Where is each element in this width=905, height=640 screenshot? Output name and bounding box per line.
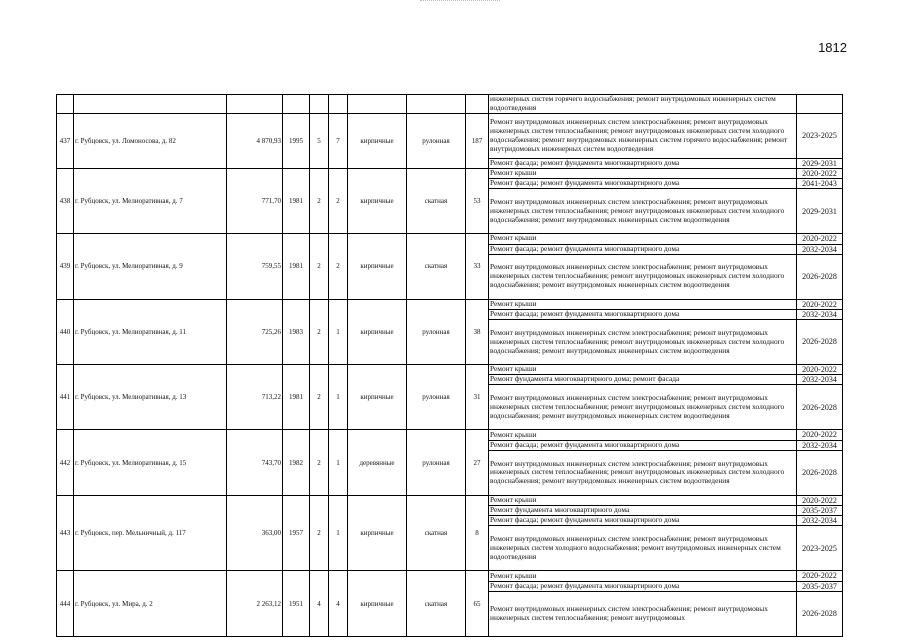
cell-address: г. Рубцовск, ул. Мелиоративная, д. 15: [74, 430, 227, 495]
cell-work-type: Ремонт внутридомовых инженерных систем электроснабжения; ремонт внутридомовых инженерных систем теплоснабжения; ремонт внутридомовых инженерных систем холодного водоснабжения; ремонт внутридомовых инженерных систем водоотведения: [489, 385, 797, 430]
cell-work-type: Ремонт крыши: [489, 495, 797, 505]
cell-address: г. Рубцовск, ул. Мелиоративная, д. 9: [74, 234, 227, 299]
cell-work-type: Ремонт фасада; ремонт фундамента многоквартирного дома: [489, 179, 797, 189]
cell-address: г. Рубцовск, ул. Мелиоративная, д. 13: [74, 365, 227, 430]
cell-work-type: Ремонт фасада; ремонт фундамента многоквартирного дома: [489, 516, 797, 526]
cell-period: 2020-2022: [797, 430, 843, 440]
cell-address: г. Рубцовск, пер. Мельничный, д. 117: [74, 495, 227, 571]
cell-residents: 53: [466, 168, 489, 233]
cell-period: 2020-2022: [797, 495, 843, 505]
cell-empty: [466, 95, 489, 114]
cell-roof: рулонная: [407, 365, 466, 430]
cell-year: 1981: [283, 234, 310, 299]
cell-period: 2026-2028: [797, 450, 843, 495]
cell-empty: [227, 95, 283, 114]
cell-period: 2020-2022: [797, 365, 843, 375]
cell-work-type: Ремонт внутридомовых инженерных систем электроснабжения; ремонт внутридомовых инженерных систем теплоснабжения; ремонт внутридомовых инженерных систем холодного водоснабжения; ремонт внутридомовых инженерных систем водоотведения: [489, 254, 797, 299]
cell-roof: рулонная: [407, 299, 466, 364]
cell-period: 2035-2037: [797, 506, 843, 516]
cell-roof: скатная: [407, 571, 466, 636]
cell-period: 2029-2031: [797, 189, 843, 234]
page-number: 1812: [818, 40, 847, 55]
cell-residents: 27: [466, 430, 489, 495]
cell-address: г. Рубцовск, ул. Ломоносова, д. 82: [74, 113, 227, 168]
cell-floors: 2: [310, 365, 329, 430]
cell-floors: 2: [310, 430, 329, 495]
cell-year: 1957: [283, 495, 310, 571]
cell-walls: кирпичные: [348, 365, 407, 430]
cell-entrances: 1: [329, 365, 348, 430]
cell-work-type: Ремонт внутридомовых инженерных систем электроснабжения; ремонт внутридомовых инженерных систем холодного водоснабжения; ремонт внутридомовых инженерных систем водоотведения: [489, 526, 797, 571]
cell-area: 725,26: [227, 299, 283, 364]
cell-entrances: 2: [329, 234, 348, 299]
cell-number: 440: [57, 299, 74, 364]
cell-period: 2020-2022: [797, 299, 843, 309]
cell-work-type: Ремонт внутридомовых инженерных систем электроснабжения; ремонт внутридомовых инженерных систем теплоснабжения; ремонт внутридомовых инженерных систем холодного водоснабжения; ремонт внутридомовых инженерных систем водоотведения: [489, 189, 797, 234]
cell-period: 2023-2025: [797, 113, 843, 158]
cell-floors: 5: [310, 113, 329, 168]
cell-residents: 31: [466, 365, 489, 430]
cell-work-type: Ремонт внутридомовых инженерных систем электроснабжения; ремонт внутридомовых инженерных систем теплоснабжения; ремонт внутридомовых: [489, 591, 797, 636]
cell-work-type: Ремонт крыши: [489, 168, 797, 178]
cell-floors: 2: [310, 234, 329, 299]
cell-period: 2026-2028: [797, 385, 843, 430]
cell-period: 2020-2022: [797, 571, 843, 581]
cell-period: 2032-2034: [797, 440, 843, 450]
cell-work-type: Ремонт фасада; ремонт фундамента многоквартирного дома: [489, 158, 797, 168]
capital-repair-table: [56, 94, 843, 637]
cell-work-type: Ремонт крыши: [489, 299, 797, 309]
table-row: [57, 365, 843, 375]
cell-walls: кирпичные: [348, 571, 407, 636]
cell-entrances: 2: [329, 168, 348, 233]
cell-area: 2 263,12: [227, 571, 283, 636]
table-row: [57, 299, 843, 309]
cell-area: 713,22: [227, 365, 283, 430]
cell-work-continuation: инженерных систем горячего водоснабжения; ремонт внутридомовых инженерных систем водоотведения: [489, 95, 797, 114]
cell-floors: 2: [310, 495, 329, 571]
cell-number: 441: [57, 365, 74, 430]
cell-period: 2026-2028: [797, 591, 843, 636]
scan-artifact: [420, 0, 500, 5]
cell-number: 443: [57, 495, 74, 571]
cell-work-type: Ремонт фундамента многоквартирного дома; ремонт фасада: [489, 375, 797, 385]
cell-roof: скатная: [407, 168, 466, 233]
cell-residents: 65: [466, 571, 489, 636]
table-row: [57, 430, 843, 440]
cell-year: 1951: [283, 571, 310, 636]
table-body: [57, 95, 843, 637]
cell-period: 2032-2034: [797, 375, 843, 385]
cell-entrances: 4: [329, 571, 348, 636]
cell-period: 2023-2025: [797, 526, 843, 571]
cell-empty: [283, 95, 310, 114]
cell-number: 437: [57, 113, 74, 168]
table-row: [57, 113, 843, 158]
cell-empty: [57, 95, 74, 114]
cell-roof: рулонная: [407, 113, 466, 168]
cell-area: 771,70: [227, 168, 283, 233]
cell-number: 444: [57, 571, 74, 636]
cell-residents: 8: [466, 495, 489, 571]
cell-work-type: Ремонт крыши: [489, 430, 797, 440]
cell-period: 2032-2034: [797, 516, 843, 526]
cell-work-type: Ремонт крыши: [489, 234, 797, 244]
cell-address: г. Рубцовск, ул. Мира, д. 2: [74, 571, 227, 636]
cell-area: 4 870,93: [227, 113, 283, 168]
cell-entrances: 1: [329, 430, 348, 495]
cell-area: 759,55: [227, 234, 283, 299]
table-row: [57, 168, 843, 178]
cell-floors: 2: [310, 168, 329, 233]
table-row-continuation: [57, 95, 843, 114]
cell-work-type: Ремонт крыши: [489, 571, 797, 581]
cell-empty: [348, 95, 407, 114]
cell-area: 363,00: [227, 495, 283, 571]
cell-number: 439: [57, 234, 74, 299]
cell-entrances: 1: [329, 299, 348, 364]
cell-work-type: Ремонт фасада; ремонт фундамента многоквартирного дома: [489, 581, 797, 591]
cell-work-type: Ремонт внутридомовых инженерных систем электроснабжения; ремонт внутридомовых инженерных систем теплоснабжения; ремонт внутридомовых инженерных систем холодного водоснабжения; ремонт внутридомовых инженерных систем водоотведения: [489, 320, 797, 365]
cell-walls: кирпичные: [348, 234, 407, 299]
cell-year: 1981: [283, 168, 310, 233]
cell-floors: 2: [310, 299, 329, 364]
cell-period: 2041-2043: [797, 179, 843, 189]
cell-period: 2035-2037: [797, 581, 843, 591]
cell-period: 2032-2034: [797, 309, 843, 319]
cell-work-type: Ремонт внутридомовых инженерных систем электроснабжения; ремонт внутридомовых инженерных систем теплоснабжения; ремонт внутридомовых инженерных систем холодного водоснабжения; ремонт внутридомовых инженерных систем горячего водоснабжения; ремонт внутридомовых инженерных систем водоотведения: [489, 113, 797, 158]
cell-period: 2032-2034: [797, 244, 843, 254]
cell-work-type: Ремонт фундамента многоквартирного дома: [489, 506, 797, 516]
cell-year: 1983: [283, 299, 310, 364]
cell-walls: кирпичные: [348, 495, 407, 571]
cell-number: 442: [57, 430, 74, 495]
cell-work-type: Ремонт фасада; ремонт фундамента многоквартирного дома: [489, 244, 797, 254]
cell-empty: [74, 95, 227, 114]
table-row: [57, 495, 843, 505]
cell-floors: 4: [310, 571, 329, 636]
cell-period: 2026-2028: [797, 320, 843, 365]
table-row: [57, 571, 843, 581]
cell-walls: деревянные: [348, 430, 407, 495]
cell-walls: кирпичные: [348, 113, 407, 168]
cell-address: г. Рубцовск, ул. Мелиоративная, д. 11: [74, 299, 227, 364]
cell-entrances: 1: [329, 495, 348, 571]
cell-residents: 38: [466, 299, 489, 364]
cell-year: 1995: [283, 113, 310, 168]
cell-roof: рулонная: [407, 430, 466, 495]
cell-walls: кирпичные: [348, 299, 407, 364]
cell-walls: кирпичные: [348, 168, 407, 233]
cell-roof: скатная: [407, 234, 466, 299]
cell-roof: скатная: [407, 495, 466, 571]
cell-year: 1981: [283, 365, 310, 430]
cell-period: 2026-2028: [797, 254, 843, 299]
cell-work-type: Ремонт крыши: [489, 365, 797, 375]
cell-empty: [407, 95, 466, 114]
cell-period: 2029-2031: [797, 158, 843, 168]
cell-entrances: 7: [329, 113, 348, 168]
cell-empty: [310, 95, 329, 114]
cell-work-type: Ремонт фасада; ремонт фундамента многоквартирного дома: [489, 309, 797, 319]
cell-address: г. Рубцовск, ул. Мелиоративная, д. 7: [74, 168, 227, 233]
cell-residents: 33: [466, 234, 489, 299]
table-row: [57, 234, 843, 244]
cell-number: 438: [57, 168, 74, 233]
cell-work-type: Ремонт фасада; ремонт фундамента многоквартирного дома: [489, 440, 797, 450]
cell-empty: [329, 95, 348, 114]
cell-period: 2020-2022: [797, 234, 843, 244]
cell-work-type: Ремонт внутридомовых инженерных систем электроснабжения; ремонт внутридомовых инженерных систем теплоснабжения; ремонт внутридомовых инженерных систем холодного водоснабжения; ремонт внутридомовых инженерных систем водоотведения: [489, 450, 797, 495]
cell-empty: [797, 95, 843, 114]
cell-area: 743,70: [227, 430, 283, 495]
cell-period: 2020-2022: [797, 168, 843, 178]
cell-year: 1982: [283, 430, 310, 495]
cell-residents: 187: [466, 113, 489, 168]
